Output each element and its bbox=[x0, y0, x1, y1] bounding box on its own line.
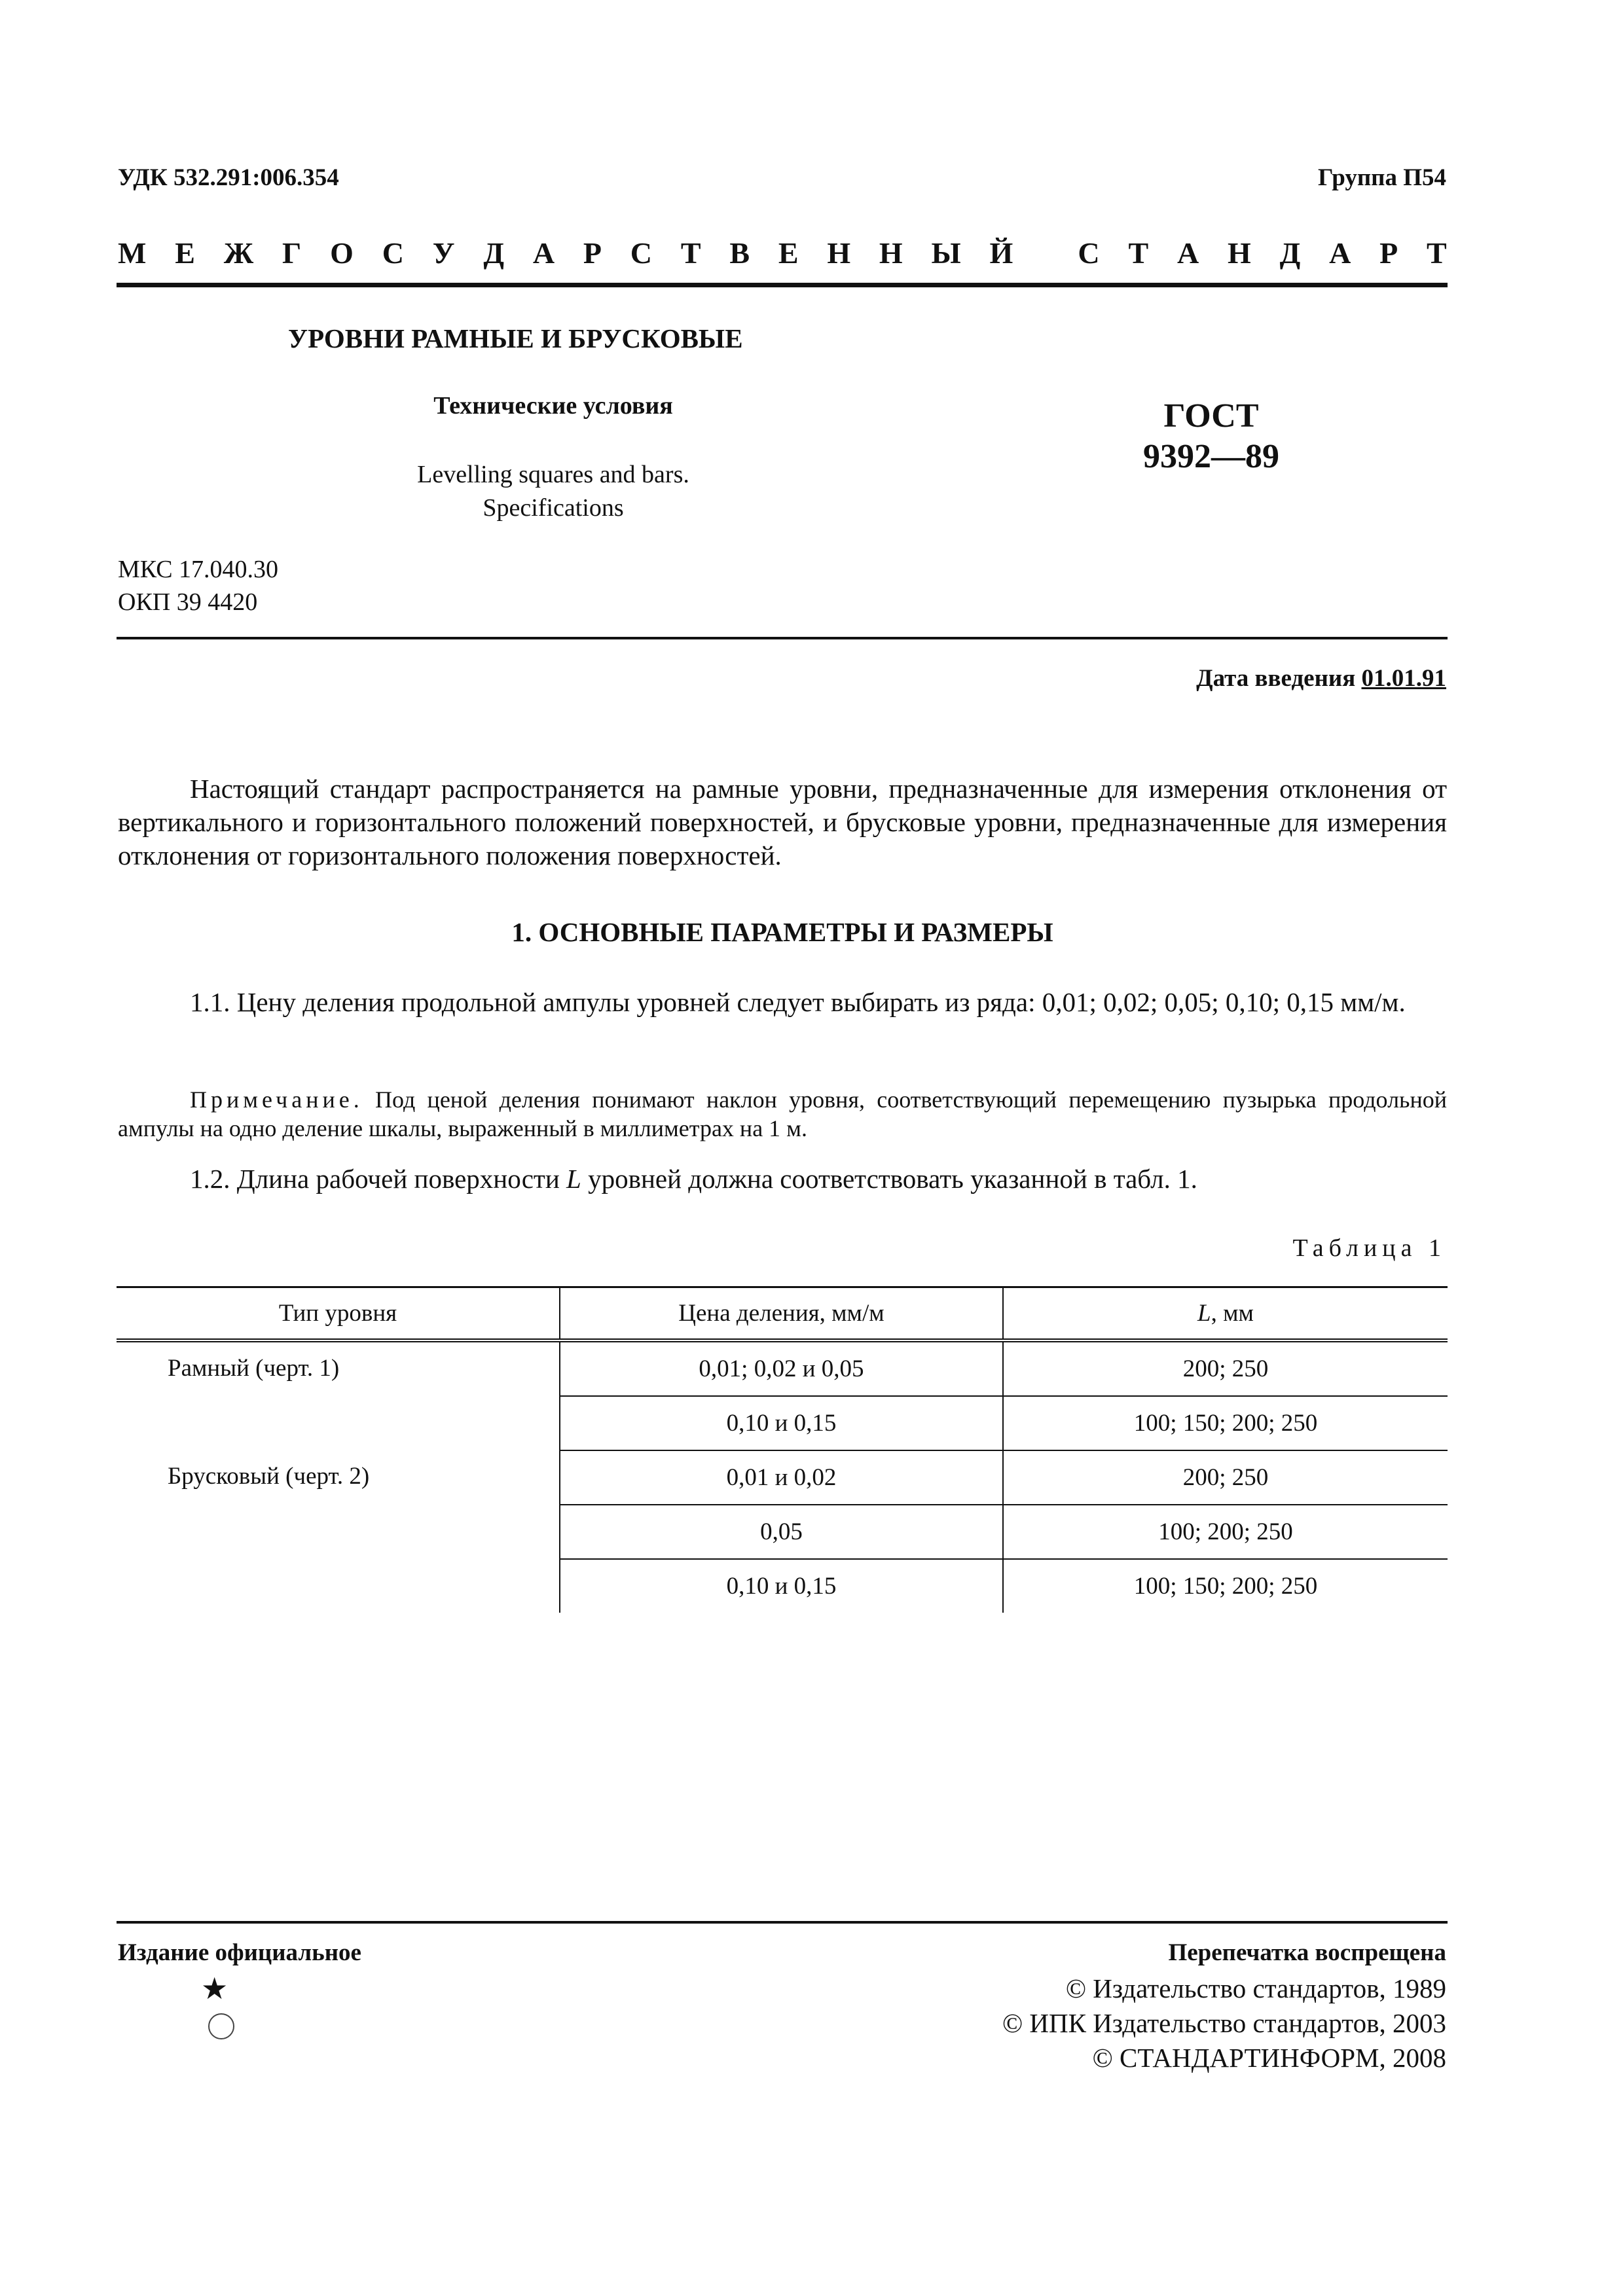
mks-code: МКС 17.040.30 bbox=[118, 556, 279, 583]
banner-letter: С bbox=[1078, 236, 1100, 270]
banner-letter: Е bbox=[778, 236, 799, 270]
cell-division: 0,01 и 0,02 bbox=[560, 1450, 1003, 1505]
header-length-unit: , мм bbox=[1211, 1300, 1254, 1327]
banner-letter: Д bbox=[483, 236, 504, 270]
note-paragraph bbox=[118, 1085, 1447, 1143]
title-block-rule bbox=[117, 637, 1448, 639]
footer-rule bbox=[117, 1921, 1448, 1924]
cell-type: Брусковый (черт. 2) bbox=[168, 1463, 370, 1490]
banner-letter: В bbox=[729, 236, 750, 270]
scope-paragraph: Настоящий стандарт распространяется на рамные уровни, предназначенные для измерения отклонения от вертикального и горизонтального положений поверхностей, и брусковые уровни, предназначенные для измерения отклонения от горизонтального положения поверхностей. bbox=[118, 774, 1447, 870]
banner-letter: А bbox=[1176, 236, 1199, 270]
table-caption: Таблица 1 bbox=[1292, 1234, 1446, 1262]
introduction-date-value: 01.01.91 bbox=[1361, 665, 1446, 692]
banner-letter: Н bbox=[1228, 236, 1251, 270]
standard-subtitle: Технические условия bbox=[433, 392, 673, 420]
standard-title: УРОВНИ РАМНЫЕ И БРУСКОВЫЕ bbox=[288, 323, 743, 353]
levels-table bbox=[117, 1286, 1448, 1613]
reprint-prohibited-label: Перепечатка воспрещена bbox=[1168, 1939, 1446, 1966]
star-icon: ★ bbox=[201, 1972, 228, 2005]
introduction-date bbox=[1196, 664, 1446, 692]
clause-1-2-text-end: уровней должна соответствовать указанной в табл. 1. bbox=[581, 1164, 1197, 1194]
cell-length: 100; 200; 250 bbox=[1003, 1505, 1448, 1559]
cell-length: 200; 250 bbox=[1003, 1450, 1448, 1505]
banner-letter: Е bbox=[175, 236, 195, 270]
english-title-line: Specifications bbox=[483, 494, 624, 522]
introduction-date-label: Дата введения bbox=[1196, 665, 1356, 692]
table-row bbox=[117, 1340, 1448, 1396]
banner-letter: Ж bbox=[223, 236, 254, 270]
header-rule bbox=[117, 283, 1448, 287]
header-type: Тип уровня bbox=[117, 1287, 560, 1341]
cell-division: 0,10 и 0,15 bbox=[560, 1396, 1003, 1450]
cell-length: 100; 150; 200; 250 bbox=[1003, 1559, 1448, 1613]
banner-letter: Г bbox=[282, 236, 302, 270]
banner-gap bbox=[1042, 236, 1049, 270]
copyright-line: © СТАНДАРТИНФОРМ, 2008 bbox=[1092, 2043, 1446, 2073]
interstate-standard-banner bbox=[118, 236, 1447, 270]
banner-letter: Д bbox=[1279, 236, 1301, 270]
note-label: Примечание. bbox=[190, 1086, 363, 1113]
section-heading: 1. ОСНОВНЫЕ ПАРАМЕТРЫ И РАЗМЕРЫ bbox=[511, 917, 1053, 947]
table-row bbox=[117, 1450, 1448, 1505]
banner-letter: Й bbox=[989, 236, 1013, 270]
banner-letter: М bbox=[118, 236, 147, 270]
cell-division: 0,05 bbox=[560, 1505, 1003, 1559]
english-title bbox=[327, 458, 779, 525]
banner-letter: Т bbox=[680, 236, 701, 270]
copyright-line: © Издательство стандартов, 1989 bbox=[1065, 1973, 1446, 2003]
banner-letter: Р bbox=[583, 236, 602, 270]
banner-letter: Ы bbox=[931, 236, 961, 270]
official-edition-label: Издание официальное bbox=[118, 1939, 361, 1966]
header-length bbox=[1003, 1287, 1448, 1341]
banner-letter: Т bbox=[1128, 236, 1149, 270]
banner-letter: Н bbox=[879, 236, 903, 270]
circle-icon bbox=[208, 2013, 234, 2039]
cell-length: 100; 150; 200; 250 bbox=[1003, 1396, 1448, 1450]
banner-letter: С bbox=[630, 236, 653, 270]
length-symbol: L bbox=[566, 1164, 581, 1194]
banner-letter: У bbox=[432, 236, 455, 270]
banner-letter: О bbox=[330, 236, 354, 270]
clause-1-1: 1.1. Цену деления продольной ампулы уровней следует выбирать из ряда: 0,01; 0,02; 0,05; 0,10; 0,15 мм/м. bbox=[190, 987, 1406, 1017]
cell-division: 0,01; 0,02 и 0,05 bbox=[560, 1340, 1003, 1396]
banner-letter: Т bbox=[1427, 236, 1447, 270]
copyright-block bbox=[1002, 1971, 1446, 2075]
copyright-line: © ИПК Издательство стандартов, 2003 bbox=[1002, 2008, 1446, 2038]
banner-letter: С bbox=[382, 236, 404, 270]
header-division: Цена деления, мм/м bbox=[560, 1287, 1003, 1341]
gost-label: ГОСТ bbox=[1163, 397, 1259, 435]
clause-1-2 bbox=[118, 1162, 1447, 1196]
header-length-symbol: L bbox=[1197, 1300, 1211, 1327]
gost-number: 9392—89 bbox=[1143, 438, 1279, 475]
group-code: Группа П54 bbox=[1318, 164, 1446, 191]
english-title-line: Levelling squares and bars. bbox=[417, 461, 689, 488]
cell-length: 200; 250 bbox=[1003, 1340, 1448, 1396]
okp-code: ОКП 39 4420 bbox=[118, 588, 258, 616]
gost-designation bbox=[1054, 396, 1368, 477]
note-text: Под ценой деления понимают наклон уровня, соответствующий перемещению пузырька продольной ампулы на одно деление шкалы, выраженный в миллиметрах на 1 м. bbox=[118, 1086, 1447, 1141]
banner-letter: А bbox=[532, 236, 555, 270]
cell-division: 0,10 и 0,15 bbox=[560, 1559, 1003, 1613]
udk-code: УДК 532.291:006.354 bbox=[118, 164, 339, 191]
classification-codes bbox=[118, 553, 278, 619]
banner-letter: Н bbox=[827, 236, 851, 270]
banner-letter: А bbox=[1329, 236, 1351, 270]
cell-type: Рамный (черт. 1) bbox=[168, 1355, 340, 1382]
clause-1-2-text: 1.2. Длина рабочей поверхности bbox=[190, 1164, 567, 1194]
table-header-row bbox=[117, 1287, 1448, 1341]
banner-letter: Р bbox=[1379, 236, 1398, 270]
